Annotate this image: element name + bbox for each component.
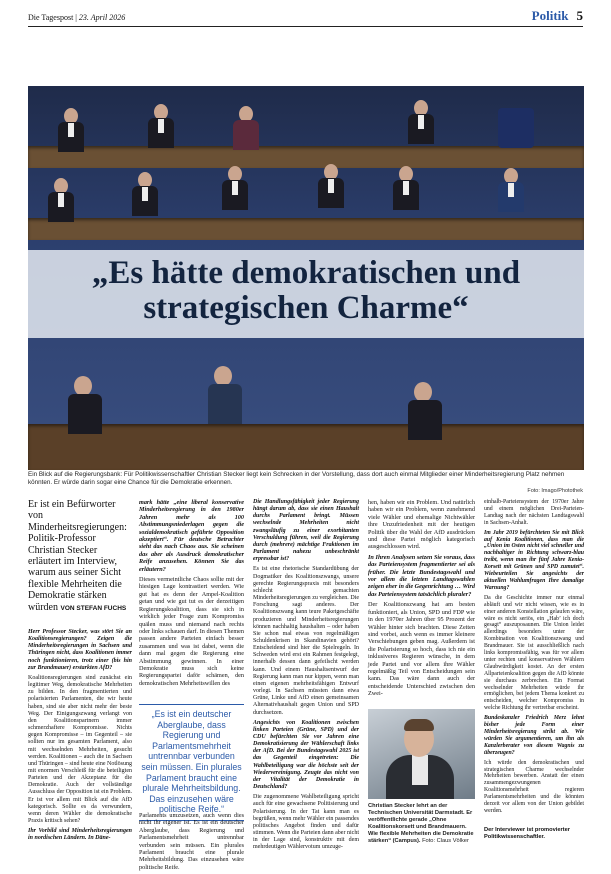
answer: Die zugenommene Wahlbeteiligung spricht auch für eine gewachsene Politisierung und Polarisierung. In der Tat kann man es begrüßen, wenn mehr Wähler ein passendes politisches Angebot finden und dafür stimmen. Wenn die Parteien dann aber nicht in der Lage sind, konstruktiv mit dem mehrdeutigen Wählervotum umzuge- (253, 794, 359, 851)
person-figure (498, 168, 524, 212)
column-1 (28, 629, 132, 846)
answer: Koalitionsregierungen sind zunächst ein legitimer Weg, demokratische Mehrheiten zu bilden. In den fragmentierten und polarisierten Parlamenten, die wir heute haben, sind sie aber nicht mehr der beste Weg. Der Einigungszwang verlangt von den Koalitionspartnern immer schmerzhaftere Kompromisse. Nichts gegen Kompromisse – im Gegenteil – sie sollten nur im gesamten Parlament, also mit wechselnden Mehrheiten, gesucht werden. Koalitionen – auch die in Sachsen und Thüringen – sind heute eine Notlösung mit enormen Verschleiß für die beteiligten Parteien und der Akzeptanz für die Demokratie. Auch der vollständige Ausschluss der Opposition ist ein Problem. Er ist vor allem mit Blick auf die AfD kategorisch. Sollte es da verwundern, wenn deren Wähler die demokratische Praxis kritisch sehen? (28, 674, 132, 825)
column-2 (139, 499, 244, 690)
photo-caption: Ein Blick auf die Regierungsbank: Für Politikwissenschaftler Christian Stecker liegt kein Schrecken in der Vorstellung, dass dort auch einmal Mitglieder einer Minderheitsregierung Platz nehmen könnten. Er würde darin sogar eine Chance für die Demokratie erkennen. (28, 471, 565, 487)
chair (498, 108, 534, 148)
column-4 (368, 499, 475, 701)
header-rule (28, 26, 583, 27)
desk-row (28, 424, 584, 470)
question: Die Handlungsfähigkeit jeder Regierung hängt darum ab, dass sie einen Haushalt durchs Parlament bringt. Müssen wechselnde Mehrheiten nicht zwangsläufig zu einer exorbitanten Verschuldung führen, weil die Regierung durch (mehrere) mächtige Fraktionen im Parlament nahezu unbeschränkt erpressbar ist? (253, 499, 359, 563)
answer: Ich würde den demokratischen und strategischen Charme wechselnder Mehrheiten bewerben. Anstatt der einen zusammengezwungenen Koalitionsmehrheit regieren Parlamentsmehrheiten und die könnten derzeit vor allem von der Union gebildet werden. (484, 759, 584, 814)
section-header (532, 8, 583, 24)
interviewer-note: Der Interviewer ist promovierter Politikwissenschaftler. (484, 827, 570, 840)
person-figure (408, 100, 434, 144)
answer: Es ist eine rhetorische Standardübung der Dogmatiker des Koalitionszwangs, unsere gerechte Regierungspraxis mit besonders schlecht gemachten Minderheitsregierungen zu vergleichen. Die Forschung sagt anderes. Der Koalitionszwang kann teure Paketgeschäfte produzieren und Minderheitsregierungen können nachhaltig haushalten – oder haben Sie schon mal etwas von regelmäßigen Schuldenkrisen in Skandinavien gehört? Entscheidend sind hier die Spielregeln. In Schweden wird erst ein Rahmen festgelegt, innerhalb dessen dann gefeilscht werden kann. Und einem Haushaltsentwurf der Regierung kann man nur kippen, wenn man einen eigenen mehrheitsfähigen Entwurf vorlegt. In Sachsen müssten dann etwa Grüne, Linke und AfD einen gemeinsamen Alternativhaushalt gegen Union und SPD durchsetzen. (253, 566, 359, 716)
question: mark hätte „eine liberal konservative Minderheitsregierung in den 1980er Jahren mehr als 100 Abstimmungsniederlagen gegen die sozialdemokratisch geführte Opposition akzeptiert“. Für deutsche Betrachter sieht das nach Chaos aus. Sie scheinen das aber als Ausdruck demokratischer Reife anzusehen. Können Sie das erläutern? (139, 499, 244, 573)
portrait-photo (368, 709, 475, 799)
answer: Da die Geschichte immer nur einmal abläuft und wir nicht wissen, wie es in einer anderen Konstellation gelaufen wäre, wäre es nicht seriös, ein „Hab’ ich doch gesagt“ auszuposaunen. Die Union leidet allerdings besonders unter der Kombination von Koalitionszwang und Brandmauer. Sie ist ausschließlich nach links kompromissfähig, was für vor allem unter rechten und konservativen Wählern Glaubwürdigkeit kostet. An der ersten Allparteienkoalition gegen die AfD könnte sie durchaus zerbrechen. Ein Format wechselnder Mehrheiten würde ihr ermöglichen, bei jedem Thema konkret zu entscheiden, welcher Kompromiss in welche Richtung ihr vertretbar erscheint. (484, 594, 584, 712)
answer: Dieses vermeintliche Chaos sollte mit der hiesigen Lage kontrastiert werden. Wie gut hat es denn der Ampel-Koalition getan und wie gut tut es der derzeitigen Regierungskoalition, dass sie sich in wirklich jeder Frage zum Kompromiss quälen muss und niemand nach rechts oder links schauen darf. In diesen Themen passen andere Parteien einfach besser zusammen und was ist dabei, wenn die dann mal gegen die Regierung eine Abstimmung gewinnen. In einer Demokratie muss sich keine Regierungspartei daför schämen, den demokratischen Mehrheitswillen des (139, 576, 244, 687)
question: Angesichts von Koalitionen zwischen linken Parteien (Grüne, SPD) und der CDU befürchten Sie vor Jahren eine Demokratisierung der Wählerschaft links der AfD. Bei der Bundestagswahl 2025 ist das Gegenteil eingetreten: Die Wahlbeteiligung war die höchste seit der Wiedervereinigung. Zeugte das nicht von der Vitalität der Demokratie in Deutschland? (253, 719, 359, 791)
question: Im Jahr 2019 befürchteten Sie mit Blick auf Kenia Koalitionen, dass man die „Union im Osten nicht viel schneller und nachhaltiger in Richtung schwarz-blau treibt, wenn man ihr fünf Jahre Kenia-Korsett mit Grünen und SPD zumutet“. Wiebeurteilen Sie angesichts der aktuellen Wahlumfragen Ihre damalige Warnung? (484, 529, 584, 591)
question: In Ihren Analysen setzen Sie voraus, dass das Parteiensystem fragmentierter sei als früher. Die letzte Bundestagswahl und vor allem die letzten Landtagswahlen zeigen eher in die Gegenrichtung … Wird das Parteiensystem tatsächlich pluraler? (368, 553, 475, 598)
masthead: Die Tagespost | 23. April 2026 (28, 13, 126, 22)
person-figure (393, 166, 419, 210)
question: Bundeskanzler Friedrich Merz lehnt bisher jede Form einer Minderheitsregierung strikt ab. Wie würden Sie argumentieren, um ihn als Kanzlerberater von diesem Wagnis zu überzeugen? (484, 715, 584, 756)
portrait-credit: Foto: Claus Völker (422, 838, 469, 844)
issue-date: 23. April 2026 (78, 13, 126, 22)
answer: Parlaments umzusetzen, auch wenn dies nicht ihr eigener ist. Es ist ein deutscher Aberglaube, dass Regierung und Parlamentsmehrheit untrennbar verbunden sein müssen. Ein plurales Parlament braucht eine plurale Mehrheitsbildung. Das einzusehen wäre politische Reife. (139, 812, 244, 871)
answer: einhalb-Parteiensystem der 1970er Jahre und einem möglichen Drei-Parteien-Landtag nach der nächsten Landtagswahl in Sachsen-Anhalt. (484, 499, 584, 526)
person-figure (148, 104, 174, 148)
person-figure (68, 376, 102, 432)
question: Ihr Vorbild sind Minderheitsregierungen in nordischen Ländern. In Däne- (28, 828, 132, 842)
person-figure (408, 382, 442, 438)
answer: hen, haben wir ein Problem. Und natürlich haben wir ein Problem, wenn zunehmend viele Wähler und ehemalige Nichtwähler ihre Unzufriedenheit mit der heutigen Politik über die Wahl der AfD ausdrücken und diese Partei möglich kategorisch ausgeschlossen wird. (368, 499, 475, 551)
parliament-photo (28, 86, 584, 470)
desk-row (28, 146, 584, 168)
teaser (28, 499, 130, 614)
pull-quote: „Es ist ein deutscher Aberglaube, dass Regierung und Parlamentsmehrheit untrennbar verbunden sein müssen. Ein plurales Parlament braucht eine plurale Mehrheitsbildung. Das einzusehen wäre politische Reife.“ (139, 704, 244, 821)
column-5 (484, 499, 584, 818)
person-figure (222, 166, 248, 210)
teaser-text: Er ist ein Befürworter von Minderheitsregierungen: Politik-Professor Christian Stecker erläutert im Interview, warum aus seiner Sicht flexible Mehrheiten die Demokratie stärken würden (28, 499, 127, 613)
page-number: 5 (576, 8, 583, 23)
newspaper-name: Die Tagespost (28, 13, 74, 22)
headline (28, 256, 584, 326)
person-figure (318, 164, 344, 208)
portrait-caption-text: Christian Stecker lehrt an der Technischen Universität Darmstadt. Er veröffentlichte gerade „Ohne Koalitionskorsett und Brandmauern. Wie flexible Mehrheiten die Demokratie stärken“ (Campus). (368, 803, 474, 844)
person-figure (233, 106, 259, 150)
person-figure (132, 172, 158, 216)
headline-line: strategischen Charme“ (143, 290, 469, 326)
question: Herr Professor Stecker, was stört Sie an Koalitionsregierungen? Zeigen die Minderheitsregierungen in Sachsen und Thüringen nicht, dass Koalitionen immer noch funktionieren, trotz einer (bis hin zur Brandmauer) erstarkten AfD? (28, 629, 132, 671)
headline-line: „Es hätte demokratischen und (91, 255, 521, 291)
answer: Der Koalitionszwang hat am besten funktioniert, als Union, SPD und FDP wie in den 1970er Jahren über 95 Prozent der Wähler hinter sich brachten. Diese Zeiten sind vorbei, auch wenn es immer kleinere Verschiebungen geben mag. Außerdem ist die Polarisierung so hoch, dass ich nie ein inklusiveres Regieren wünsche, in dem jede Partei und vor allem ihre Wähler regelmäßig Teil von Entscheidungen sein kann. Das wäre dann auch der entscheidende Unterschied zwischen den Zwei- (368, 601, 475, 698)
person-figure (48, 178, 74, 222)
column-2-continued (139, 812, 244, 874)
column-3 (253, 499, 359, 855)
person-figure (208, 366, 242, 422)
photo-credit: Foto: Imago/Photothek (527, 488, 583, 494)
person-figure (58, 108, 84, 152)
desk-row (28, 218, 584, 240)
section-name: Politik (531, 8, 569, 23)
portrait-caption (368, 803, 475, 845)
author-byline: VON STEFAN FUCHS (60, 604, 127, 612)
